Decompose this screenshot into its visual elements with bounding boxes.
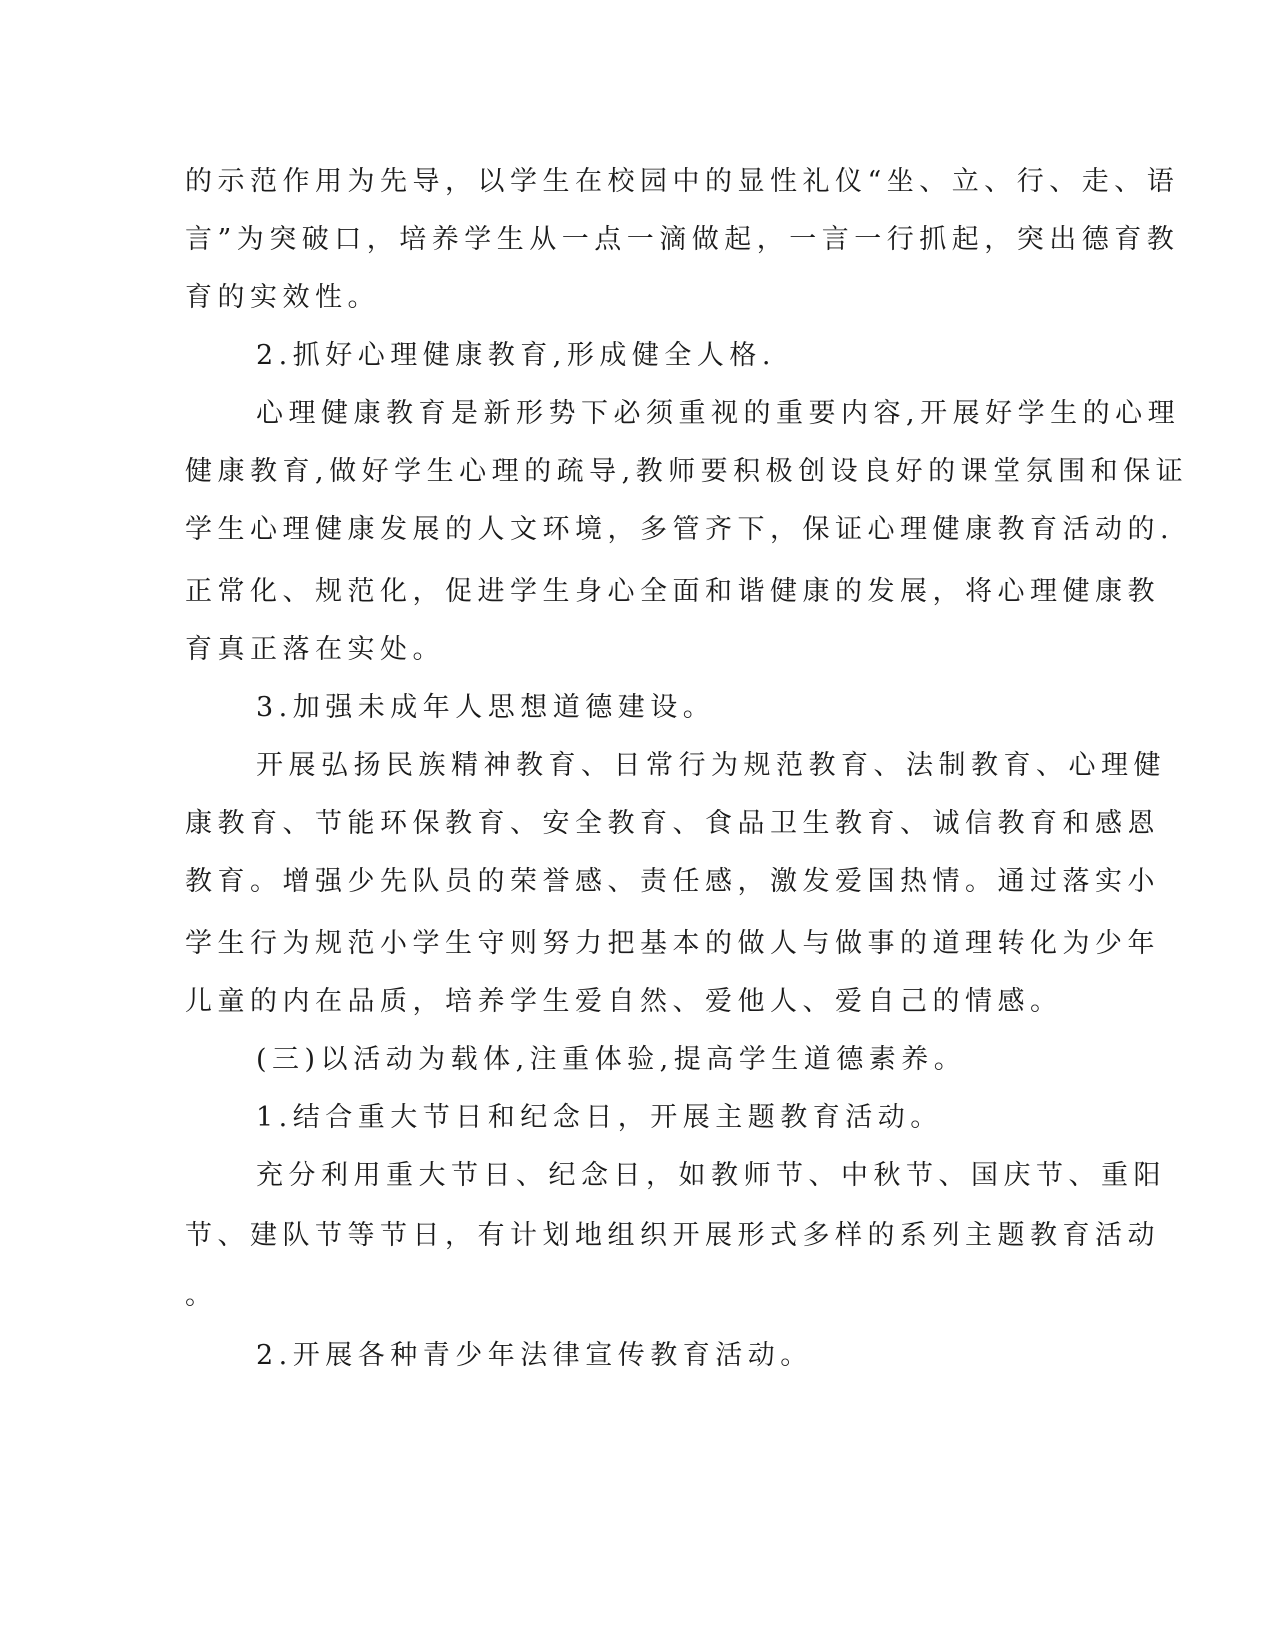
text-line: 康教育、节能环保教育、安全教育、食品卫生教育、诚信教育和感恩 (185, 808, 1160, 839)
text-line: 充分利用重大节日、纪念日，如教师节、中秋节、国庆节、重阳 (256, 1160, 1166, 1191)
text-line: 开展弘扬民族精神教育、日常行为规范教育、法制教育、心理健 (256, 750, 1166, 781)
text-line: 心理健康教育是新形势下必须重视的重要内容,开展好学生的心理 (256, 398, 1181, 429)
text-line: 儿童的内在品质，培养学生爱自然、爱他人、爱自己的情感。 (185, 986, 1063, 1017)
text-line: 学生行为规范小学生守则努力把基本的做人与做事的道理转化为少年 (185, 928, 1160, 959)
text-line: 正常化、规范化，促进学生身心全面和谐健康的发展，将心理健康教 (185, 576, 1160, 607)
text-line: 。 (185, 1280, 218, 1311)
heading-line: 2.抓好心理健康教育,形成健全人格. (256, 340, 776, 371)
text-line: 育的实效性。 (185, 282, 380, 313)
text-line: 节、建队节等节日，有计划地组织开展形式多样的系列主题教育活动 (185, 1220, 1160, 1251)
text-line: 教育。增强少先队员的荣誉感、责任感，激发爱国热情。通过落实小 (185, 866, 1160, 897)
heading-line: 3.加强未成年人思想道德建设。 (256, 692, 716, 723)
text-line: 健康教育,做好学生心理的疏导,教师要积极创设良好的课堂氛围和保证 (185, 456, 1189, 487)
text-line: 的示范作用为先导，以学生在校园中的显性礼仪“坐、立、行、走、语 (185, 166, 1180, 197)
heading-line: (三)以活动为载体,注重体验,提高学生道德素养。 (256, 1044, 967, 1075)
heading-line: 1.结合重大节日和纪念日，开展主题教育活动。 (256, 1102, 943, 1133)
text-line: 学生心理健康发展的人文环境，多管齐下，保证心理健康教育活动的. (185, 514, 1175, 545)
text-line: 言”为突破口，培养学生从一点一滴做起，一言一行抓起，突出德育教 (185, 224, 1180, 255)
heading-line: 2.开展各种青少年法律宣传教育活动。 (256, 1340, 813, 1371)
text-line: 育真正落在实处。 (185, 634, 445, 665)
